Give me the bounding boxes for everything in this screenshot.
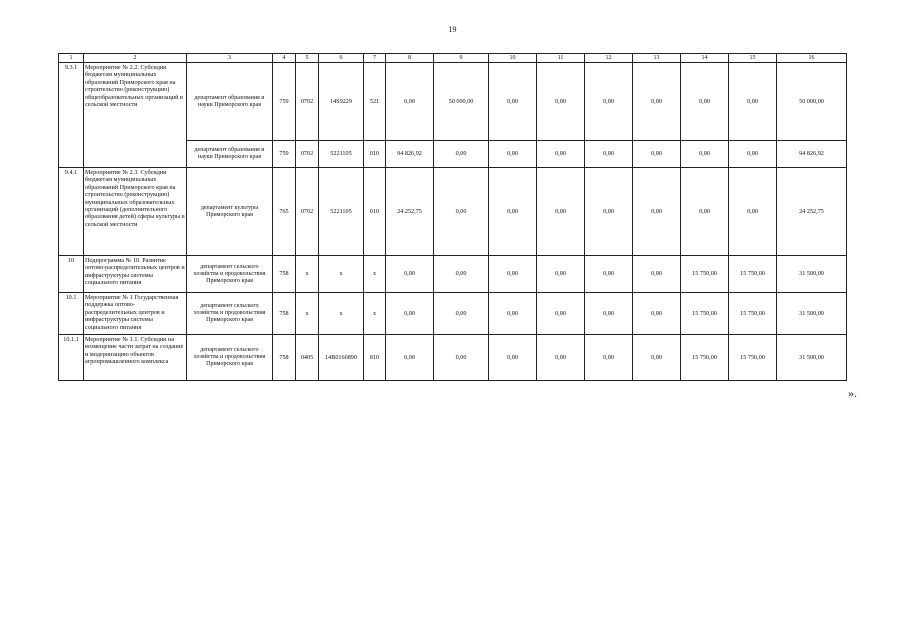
cell-col-7: х <box>364 256 386 293</box>
cell-col-14: 15 750,00 <box>681 335 729 381</box>
cell-col-14: 0,00 <box>681 63 729 141</box>
cell-col-10: 0,00 <box>489 335 537 381</box>
cell-col-1: 10.1 <box>59 293 84 335</box>
cell-col-2: Мероприятие № 2.2. Субсидии бюджетам муниципальных образований Приморского края на строительство (реконструкцию) общеобразовательных организаций в сельской местности <box>84 63 187 168</box>
cell-col-16: 50 000,00 <box>777 63 847 141</box>
table-row <box>59 168 847 256</box>
cell-col-12: 0,00 <box>585 141 633 168</box>
header-cell-10: 10 <box>489 54 537 63</box>
cell-col-1: 10.1.1 <box>59 335 84 381</box>
cell-col-9: 0,00 <box>434 256 489 293</box>
table-row <box>59 63 847 141</box>
cell-col-2: Мероприятие № 1 Государственная поддержка оптово-распределительных центров и инфраструктуры системы социального питания <box>84 293 187 335</box>
cell-col-4: 758 <box>273 335 296 381</box>
cell-col-7: 010 <box>364 168 386 256</box>
table-row <box>59 293 847 335</box>
cell-col-2: Мероприятие № 1.1. Субсидии на возмещение части затрат на создание и модернизацию объектов агропромышленного комплекса <box>84 335 187 381</box>
cell-col-8: 0,00 <box>386 293 434 335</box>
cell-col-8: 94 826,92 <box>386 141 434 168</box>
cell-col-12: 0,00 <box>585 168 633 256</box>
cell-col-8: 0,00 <box>386 63 434 141</box>
cell-col-4: 759 <box>273 63 296 141</box>
cell-col-11: 0,00 <box>537 293 585 335</box>
cell-col-5: х <box>296 293 319 335</box>
header-cell-7: 7 <box>364 54 386 63</box>
cell-col-4: 758 <box>273 293 296 335</box>
cell-col-15: 15 750,00 <box>729 256 777 293</box>
cell-col-9: 0,00 <box>434 293 489 335</box>
cell-col-11: 0,00 <box>537 141 585 168</box>
cell-col-13: 0,00 <box>633 168 681 256</box>
header-row <box>59 54 847 63</box>
page-number: 19 <box>448 25 457 34</box>
cell-col-13: 0,00 <box>633 63 681 141</box>
cell-col-15: 0,00 <box>729 141 777 168</box>
header-cell-2: 2 <box>84 54 187 63</box>
cell-col-5: 0702 <box>296 141 319 168</box>
cell-col-13: 0,00 <box>633 293 681 335</box>
cell-col-12: 0,00 <box>585 256 633 293</box>
cell-col-13: 0,00 <box>633 335 681 381</box>
cell-col-7: 521 <box>364 63 386 141</box>
cell-col-16: 94 826,92 <box>777 141 847 168</box>
cell-col-12: 0,00 <box>585 293 633 335</box>
cell-col-14: 15 750,00 <box>681 293 729 335</box>
cell-col-15: 15 750,00 <box>729 293 777 335</box>
cell-col-10: 0,00 <box>489 141 537 168</box>
cell-col-3: департамент сельского хозяйства и продовольствия Приморского края <box>187 335 273 381</box>
cell-col-7: 810 <box>364 335 386 381</box>
cell-col-4: 758 <box>273 256 296 293</box>
cell-col-4: 759 <box>273 141 296 168</box>
cell-col-6: х <box>319 293 364 335</box>
budget-table <box>58 53 847 381</box>
header-cell-3: 3 <box>187 54 273 63</box>
cell-col-15: 0,00 <box>729 168 777 256</box>
cell-col-4: 765 <box>273 168 296 256</box>
cell-col-12: 0,00 <box>585 335 633 381</box>
cell-col-14: 0,00 <box>681 141 729 168</box>
header-cell-1: 1 <box>59 54 84 63</box>
cell-col-8: 24 252,75 <box>386 168 434 256</box>
cell-col-1: 9.3.1 <box>59 63 84 168</box>
header-cell-5: 5 <box>296 54 319 63</box>
closing-quote-mark: ». <box>848 386 857 400</box>
header-cell-15: 15 <box>729 54 777 63</box>
header-cell-16: 16 <box>777 54 847 63</box>
header-cell-13: 13 <box>633 54 681 63</box>
cell-col-8: 0,00 <box>386 335 434 381</box>
cell-col-1: 10 <box>59 256 84 293</box>
cell-col-16: 31 500,00 <box>777 256 847 293</box>
cell-col-6: х <box>319 256 364 293</box>
header-cell-6: 6 <box>319 54 364 63</box>
cell-col-13: 0,00 <box>633 256 681 293</box>
cell-col-6: 14S9229 <box>319 63 364 141</box>
cell-col-5: 0405 <box>296 335 319 381</box>
cell-col-16: 31 500,00 <box>777 335 847 381</box>
cell-col-2: Мероприятие № 2.3. Субсидии бюджетам муниципальных образований Приморского края на строительство (реконструкцию) муниципальных образовательных организаций (дополнительного образования детей) сферы культуры в сельской местности <box>84 168 187 256</box>
cell-col-9: 0,00 <box>434 141 489 168</box>
cell-col-5: 0702 <box>296 63 319 141</box>
cell-col-5: х <box>296 256 319 293</box>
cell-col-6: 5221105 <box>319 141 364 168</box>
cell-col-6: 14В0160890 <box>319 335 364 381</box>
table-row <box>59 256 847 293</box>
header-cell-11: 11 <box>537 54 585 63</box>
cell-col-9: 0,00 <box>434 168 489 256</box>
cell-col-11: 0,00 <box>537 335 585 381</box>
cell-col-8: 0,00 <box>386 256 434 293</box>
cell-col-10: 0,00 <box>489 168 537 256</box>
cell-col-3: департамент образования и науки Приморского края <box>187 63 273 141</box>
cell-col-2: Подпрограмма № 10. Развитие оптово-распределительных центров и инфраструктуры системы социального питания <box>84 256 187 293</box>
cell-col-3: департамент культуры Приморского края <box>187 168 273 256</box>
cell-col-15: 15 750,00 <box>729 335 777 381</box>
cell-col-15: 0,00 <box>729 63 777 141</box>
cell-col-12: 0,00 <box>585 63 633 141</box>
cell-col-3: департамент сельского хозяйства и продовольствия Приморского края <box>187 256 273 293</box>
cell-col-16: 24 252,75 <box>777 168 847 256</box>
cell-col-3: департамент сельского хозяйства и продовольствия Приморского края <box>187 293 273 335</box>
cell-col-11: 0,00 <box>537 256 585 293</box>
cell-col-10: 0,00 <box>489 63 537 141</box>
cell-col-14: 15 750,00 <box>681 256 729 293</box>
cell-col-13: 0,00 <box>633 141 681 168</box>
table-row <box>59 335 847 381</box>
cell-col-9: 0,00 <box>434 335 489 381</box>
cell-col-9: 50 000,00 <box>434 63 489 141</box>
cell-col-10: 0,00 <box>489 256 537 293</box>
header-cell-4: 4 <box>273 54 296 63</box>
header-cell-14: 14 <box>681 54 729 63</box>
cell-col-7: х <box>364 293 386 335</box>
cell-col-7: 010 <box>364 141 386 168</box>
header-cell-8: 8 <box>386 54 434 63</box>
header-cell-9: 9 <box>434 54 489 63</box>
header-cell-12: 12 <box>585 54 633 63</box>
cell-col-5: 0702 <box>296 168 319 256</box>
cell-col-1: 9.4.1 <box>59 168 84 256</box>
cell-col-3: департамент образования и науки Приморского края <box>187 141 273 168</box>
cell-col-10: 0,00 <box>489 293 537 335</box>
cell-col-14: 0,00 <box>681 168 729 256</box>
cell-col-16: 31 500,00 <box>777 293 847 335</box>
cell-col-11: 0,00 <box>537 168 585 256</box>
cell-col-6: 5221105 <box>319 168 364 256</box>
cell-col-11: 0,00 <box>537 63 585 141</box>
